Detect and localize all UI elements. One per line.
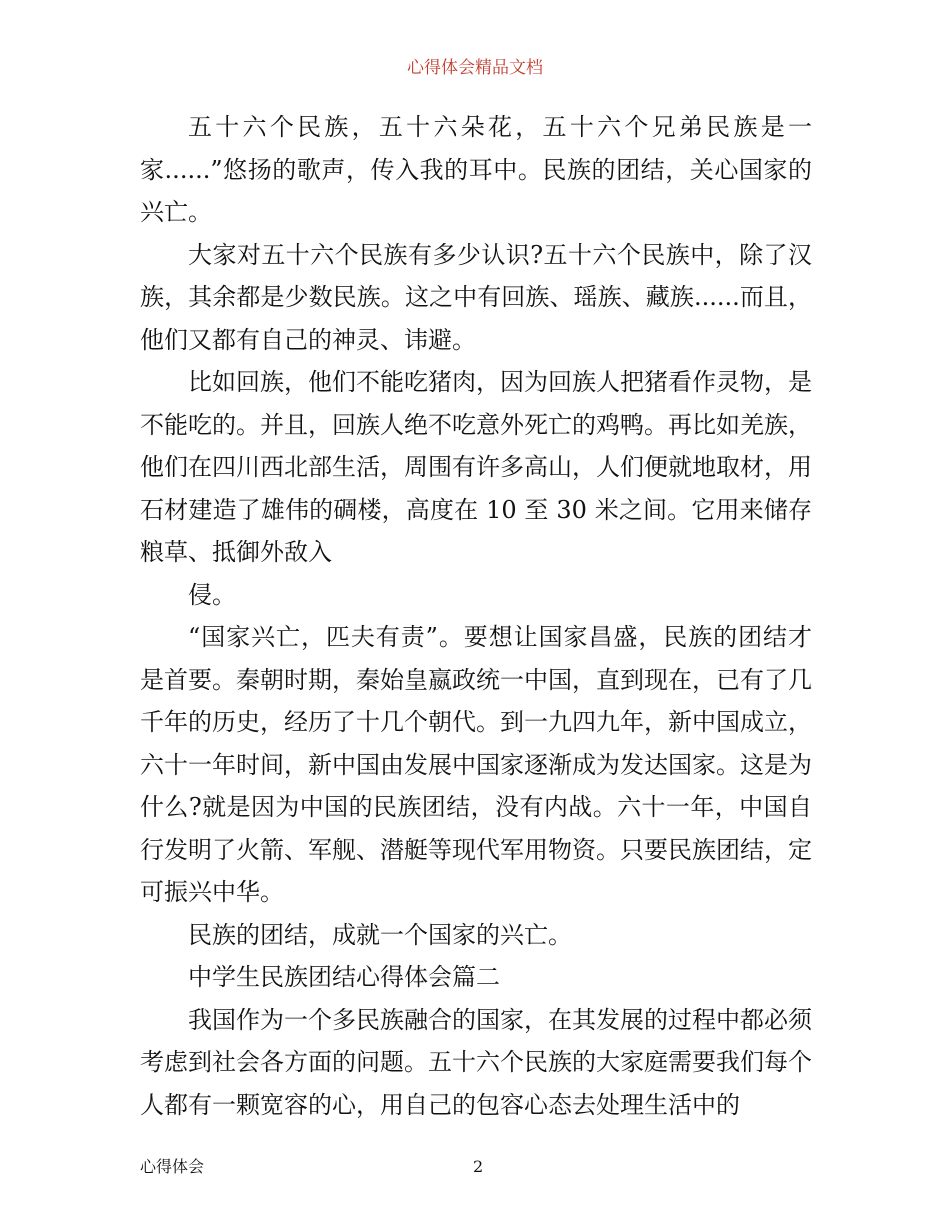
section-heading: 中学生民族团结心得体会篇二 (188, 963, 500, 991)
paragraph-4: 侵。 (188, 580, 236, 609)
paragraph-6: 民族的团结，成就一个国家的兴亡。 (188, 920, 572, 949)
paragraph-5: “国家兴亡，匹夫有责”。要想让国家昌盛，民族的团结才是首要。秦朝时期，秦始皇嬴政统一中国，直到现在，已有了几千年的历史，经历了十几个朝代。到一九四九年，新中国成立，六十一年时间，新中国由发展中国家逐渐成为发达国家。这是为什么?就是因为中国的民族团结，没有内战。六十一年，中国自行发明了火箭、军舰、潜艇等现代军用物资。只要民族团结，定可振兴中华。 (140, 623, 812, 906)
page-footer (140, 1155, 812, 1179)
document-body (140, 106, 812, 1126)
page-number: 2 (473, 1157, 484, 1176)
paragraph-7: 我国作为一个多民族融合的国家，在其发展的过程中都必须考虑到社会各方面的问题。五十六个民族的大家庭需要我们每个人都有一颗宽容的心，用自己的包容心态去处理生活中的 (140, 1005, 812, 1119)
paragraph-2: 大家对五十六个民族有多少认识?五十六个民族中，除了汉族，其余都是少数民族。这之中有回族、瑶族、藏族......而且，他们又都有自己的神灵、讳避。 (140, 240, 812, 354)
page-header: 心得体会精品文档 (407, 58, 543, 78)
paragraph-3: 比如回族，他们不能吃猪肉，因为回族人把猪看作灵物，是不能吃的。并且，回族人绝不吃意外死亡的鸡鸭。再比如羌族，他们在四川西北部生活，周围有许多高山，人们便就地取材，用石材建造了雄伟的碉楼，高度在 10 至 30 米之间。它用来储存粮草、抵御外敌入 (140, 368, 812, 566)
footer-label: 心得体会 (140, 1157, 205, 1176)
paragraph-1: 五十六个民族，五十六朵花，五十六个兄弟民族是一家......”悠扬的歌声，传入我的耳中。民族的团结，关心国家的兴亡。 (140, 113, 812, 226)
